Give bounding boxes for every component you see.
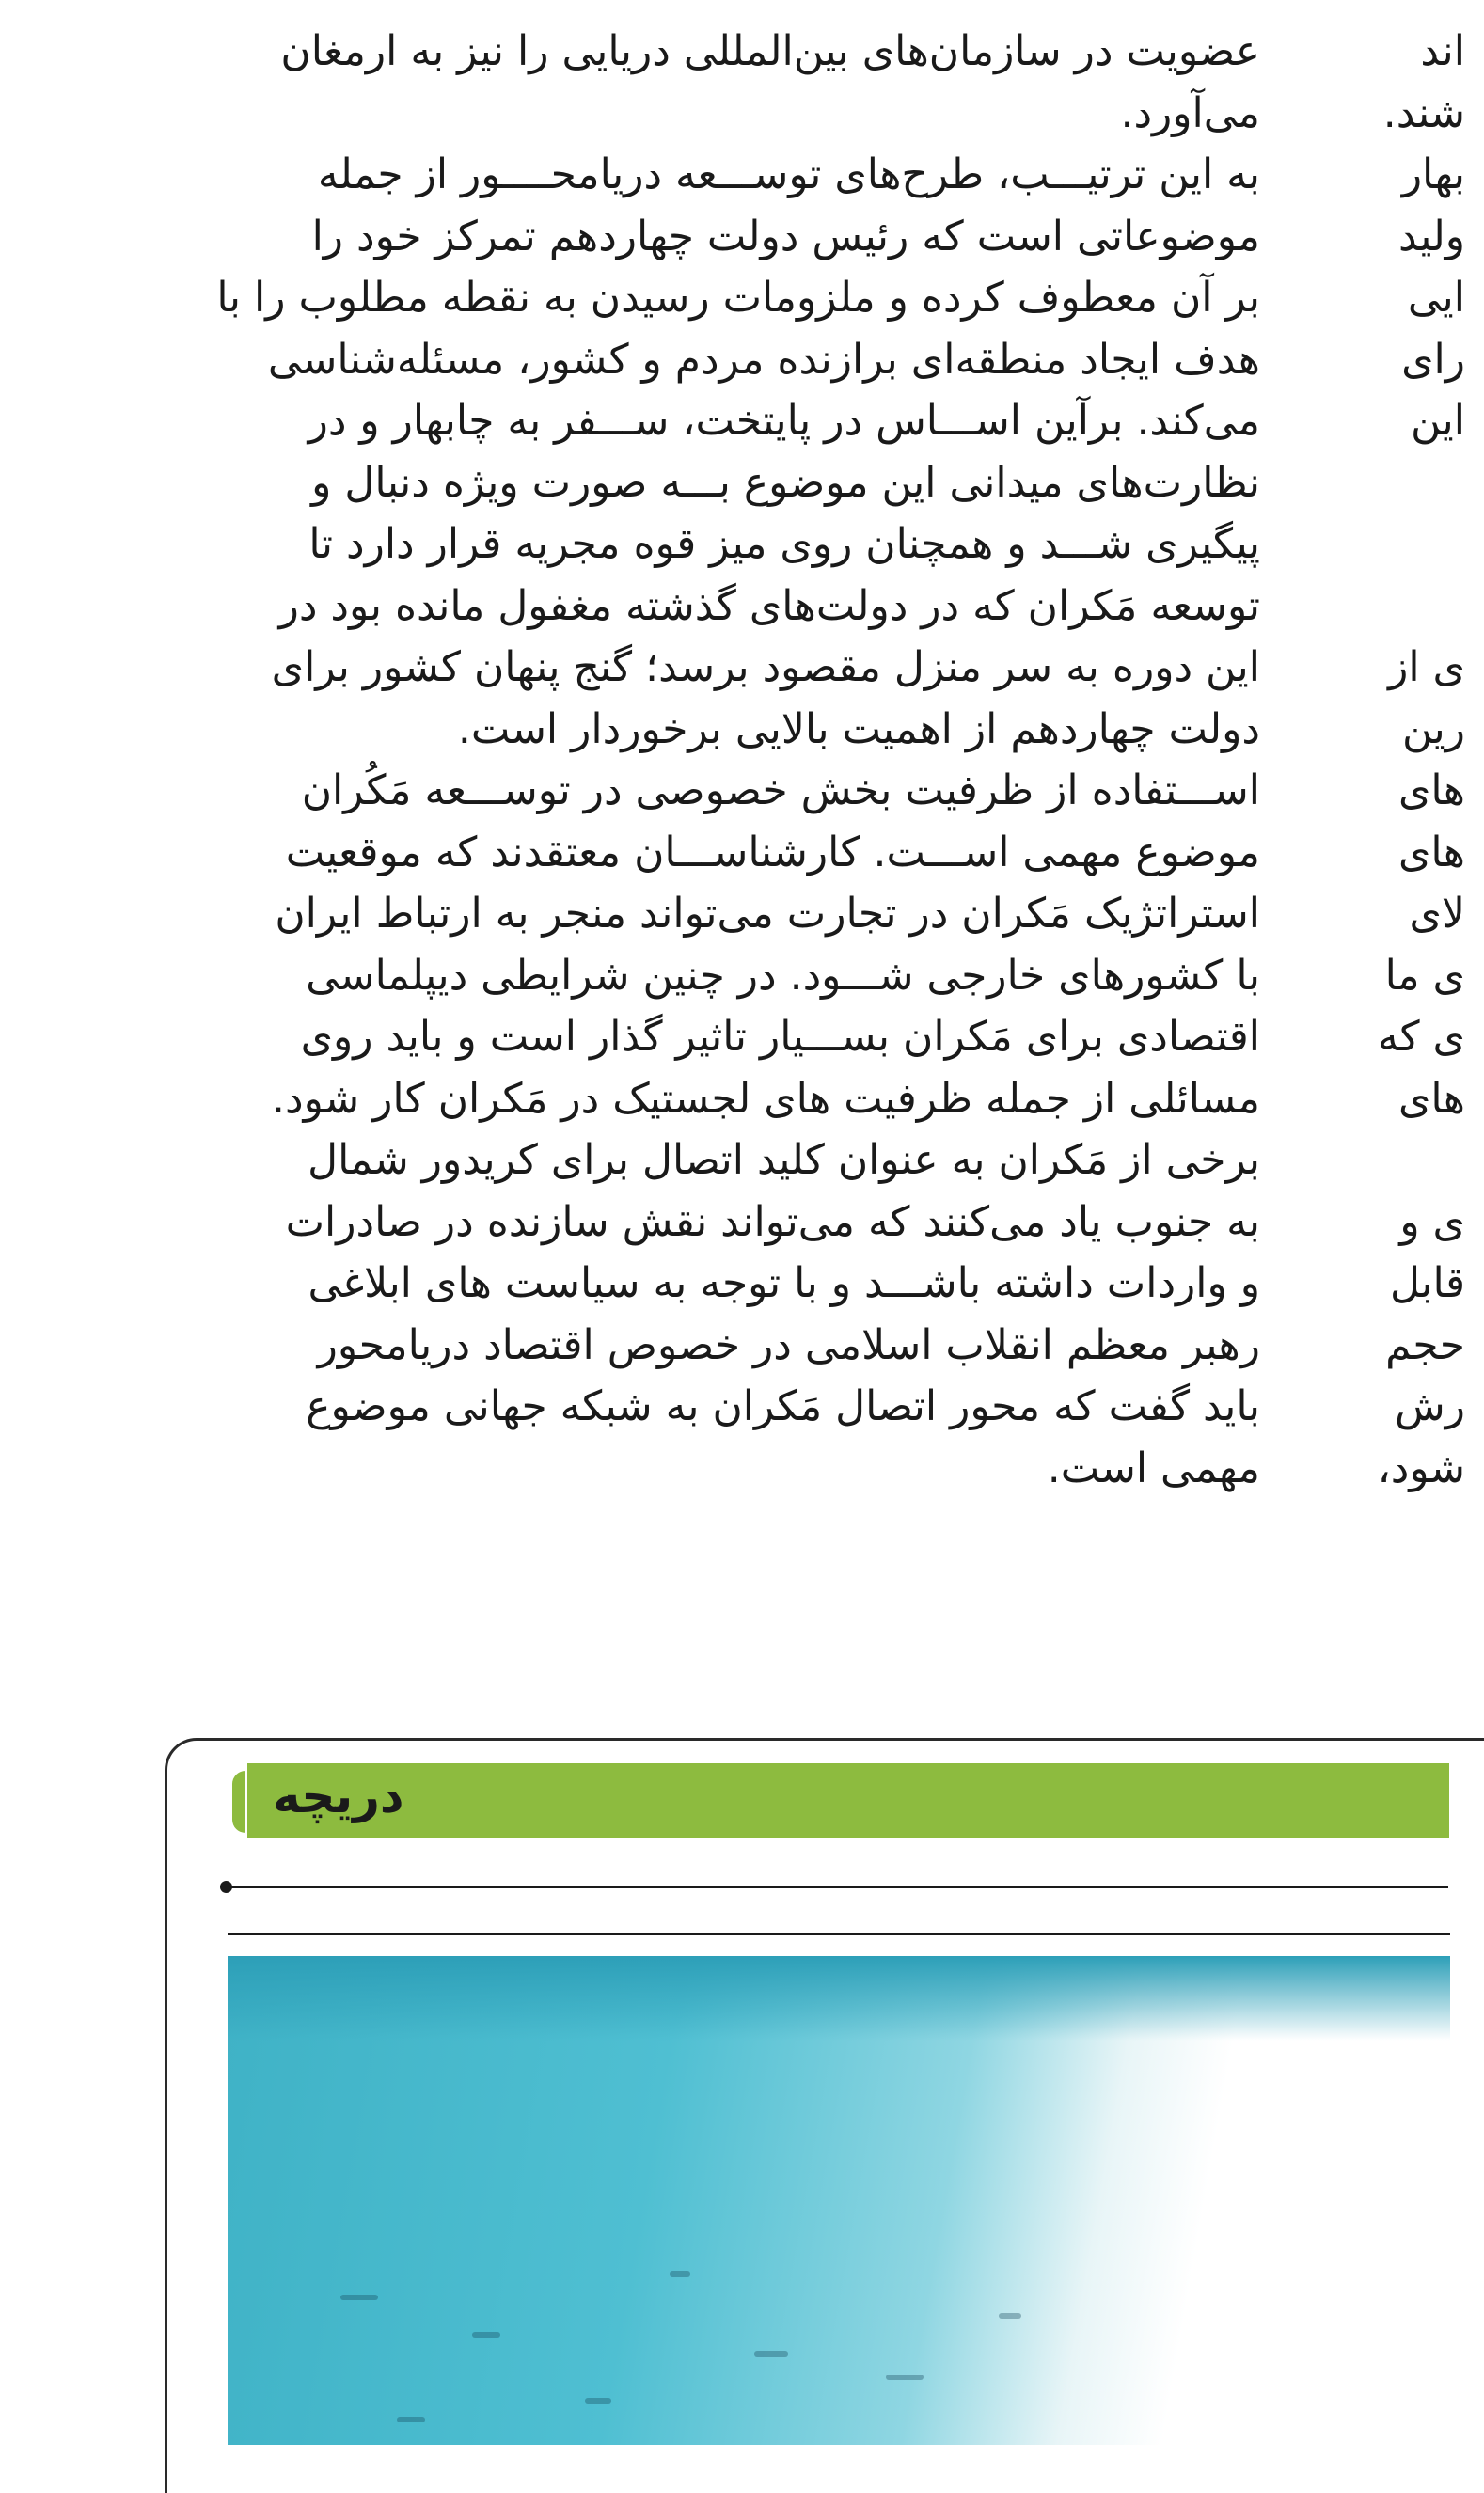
text-line: موضوع مهمی اســـت. کارشناســـان معتقدند که موقعیت xyxy=(285,828,1260,876)
text-line: ی که xyxy=(1378,1013,1465,1061)
divider-rule xyxy=(226,1886,1448,1888)
text-line: به جنوب یاد می‌کنند که می‌تواند نقش سازنده در صادرات xyxy=(285,1197,1260,1246)
text-line: شود، xyxy=(1377,1444,1465,1492)
text-line xyxy=(1315,513,1465,576)
text-line: استراتژیک مَکران در تجارت می‌تواند منجر به ارتباط ایران xyxy=(275,890,1260,938)
divider-rule xyxy=(228,1933,1450,1935)
text-line: اند xyxy=(1420,27,1465,75)
text-line: مسائلی از جمله ظرفیت های لجستیک در مَکران کار شود. xyxy=(271,1074,1260,1123)
text-line: ایی xyxy=(1407,274,1465,322)
text-line: شند. xyxy=(1382,88,1465,137)
text-line: رش xyxy=(1395,1382,1465,1430)
text-line: حجم xyxy=(1385,1320,1465,1369)
text-line: می‌کند. برآین اســـاس در پایتخت، ســـفر به چابهار و در xyxy=(308,397,1260,445)
text-line: ی و xyxy=(1399,1197,1465,1246)
text-line: پیگیری شـــد و همچنان روی میز قوه مجریه قرار دارد تا xyxy=(308,520,1260,568)
text-line xyxy=(1315,452,1465,514)
text-line xyxy=(1315,1129,1465,1191)
text-line: بهار xyxy=(1401,150,1465,198)
text-line: رای xyxy=(1401,335,1465,384)
text-line: هدف ایجاد منطقه‌ای برازنده مردم و کشور، مسئله‌شناسی xyxy=(267,335,1260,384)
text-line: های xyxy=(1397,1074,1465,1123)
text-line: مهمی است. xyxy=(1047,1444,1260,1492)
text-line: های xyxy=(1397,828,1465,876)
text-line: توسعه مَکران که در دولت‌های گذشته مغفول مانده بود در xyxy=(278,581,1260,630)
text-line: برخی از مَکران به عنوان کلید اتصال برای کریدور شمال xyxy=(308,1136,1260,1184)
text-line xyxy=(1315,576,1465,638)
text-line: های xyxy=(1397,766,1465,814)
text-line: ی از xyxy=(1388,643,1465,691)
adjacent-column-fragment xyxy=(1315,21,1465,1499)
text-line: رهبر معظم انقلاب اسلامی در خصوص اقتصاد دریامحور xyxy=(317,1320,1260,1369)
text-line: عضویت در سازمان‌های بین‌المللی دریایی را نیز به ارمغان xyxy=(280,27,1260,75)
text-line: رین xyxy=(1402,704,1465,753)
box-header-tab xyxy=(227,1763,247,1838)
text-line: می‌آورد. xyxy=(1120,88,1260,137)
text-line: با کشورهای خارجی شـــود. در چنین شرایطی دیپلماسی xyxy=(306,951,1260,1000)
sea-photo xyxy=(228,1956,1450,2445)
box-header-bar xyxy=(227,1763,1449,1838)
main-article-column xyxy=(179,21,1260,1499)
text-line: این دوره به سر منزل مقصود برسد؛ گنج پنهان کشور برای xyxy=(271,643,1260,691)
text-line: بر آن معطوف کرده و ملزومات رسیدن به نقطه مطلوب را با xyxy=(216,274,1260,322)
text-line: ولید xyxy=(1397,212,1465,260)
text-line: اســـتفاده از ظرفیت بخش خصوصی در توســـعه مَکُران xyxy=(301,766,1260,814)
text-line: این xyxy=(1411,397,1465,445)
text-line: باید گفت که محور اتصال مَکران به شبکه جهانی موضوع xyxy=(306,1382,1260,1430)
text-line: لای xyxy=(1409,890,1465,938)
text-line: اقتصادی برای مَکران بســـیار تاثیر گذار است و باید روی xyxy=(300,1013,1260,1061)
text-line: نظارت‌های میدانی این موضوع بـــه صورت ویژه دنبال و xyxy=(311,458,1260,507)
text-line: موضوعاتی است که رئیس دولت چهاردهم تمرکز خود را xyxy=(311,212,1260,260)
box-title: دریچه xyxy=(273,1769,404,1823)
text-line: دولت چهاردهم از اهمیت بالایی برخوردار است. xyxy=(457,704,1260,753)
text-line: به این ترتیـــب، طرح‌های توســـعه دریامحــــور از جمله xyxy=(317,150,1260,198)
text-line: ی ما xyxy=(1384,951,1465,1000)
text-line: قابل xyxy=(1389,1259,1465,1307)
text-line: و واردات داشته باشـــد و با توجه به سیاست های ابلاغی xyxy=(308,1259,1260,1307)
